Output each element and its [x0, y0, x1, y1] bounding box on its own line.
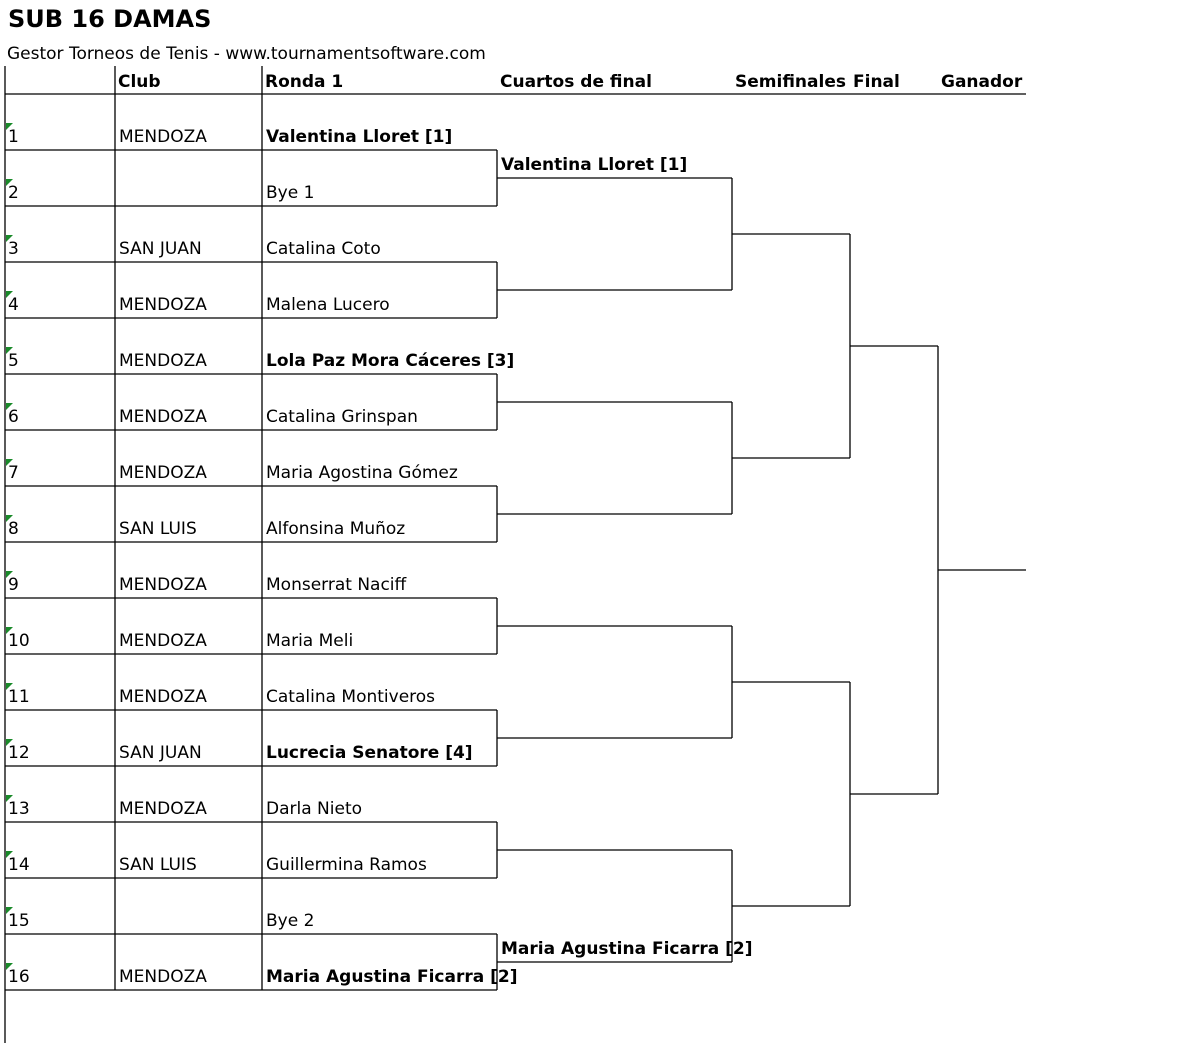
- entry-player: Catalina Coto: [266, 239, 381, 259]
- entry-club: MENDOZA: [119, 463, 207, 483]
- entry-club: MENDOZA: [119, 295, 207, 315]
- cell-marker-icon: [6, 291, 13, 298]
- entry-number: 15: [8, 911, 30, 931]
- entry-number: 16: [8, 967, 30, 987]
- entry-player: Monserrat Naciff: [266, 575, 407, 595]
- cell-marker-icon: [6, 963, 13, 970]
- entry-player: Maria Meli: [266, 631, 354, 651]
- entry-player: Maria Agustina Ficarra [2]: [266, 967, 518, 987]
- header-ronda1: Ronda 1: [265, 72, 344, 92]
- entry-player: Alfonsina Muñoz: [266, 519, 406, 539]
- entry-player: Bye 1: [266, 183, 315, 203]
- cell-marker-icon: [6, 515, 13, 522]
- page-title: SUB 16 DAMAS: [8, 5, 212, 33]
- entry-number: 2: [8, 183, 19, 203]
- cell-marker-icon: [6, 851, 13, 858]
- cell-marker-icon: [6, 403, 13, 410]
- entry-club: SAN JUAN: [119, 239, 202, 259]
- entry-player: Valentina Lloret [1]: [266, 127, 453, 147]
- entry-club: SAN JUAN: [119, 743, 202, 763]
- entry-club: MENDOZA: [119, 351, 207, 371]
- page-subtitle: Gestor Torneos de Tenis - www.tournamentsoftware.com: [7, 44, 486, 64]
- entry-club: MENDOZA: [119, 967, 207, 987]
- entry-player: Darla Nieto: [266, 799, 363, 819]
- cell-marker-icon: [6, 123, 13, 130]
- entry-number: 6: [8, 407, 19, 427]
- entry-player: Catalina Montiveros: [266, 687, 436, 707]
- entry-club: SAN LUIS: [119, 855, 197, 875]
- entry-number: 10: [8, 631, 30, 651]
- quarterfinal-winner: Valentina Lloret [1]: [501, 155, 688, 175]
- header-club: Club: [118, 72, 161, 92]
- entry-player: Malena Lucero: [266, 295, 390, 315]
- entry-player: Guillermina Ramos: [266, 855, 427, 875]
- header-semis: Semifinales: [735, 72, 846, 92]
- cell-marker-icon: [6, 459, 13, 466]
- entry-number: 13: [8, 799, 30, 819]
- entry-number: 14: [8, 855, 30, 875]
- cell-marker-icon: [6, 347, 13, 354]
- entry-club: MENDOZA: [119, 407, 207, 427]
- entry-number: 1: [8, 127, 19, 147]
- entry-club: MENDOZA: [119, 575, 207, 595]
- cell-marker-icon: [6, 683, 13, 690]
- entry-number: 4: [8, 295, 19, 315]
- entry-club: MENDOZA: [119, 687, 207, 707]
- entry-number: 7: [8, 463, 19, 483]
- cell-marker-icon: [6, 179, 13, 186]
- entry-number: 12: [8, 743, 30, 763]
- cell-marker-icon: [6, 907, 13, 914]
- entry-number: 5: [8, 351, 19, 371]
- entry-club: MENDOZA: [119, 127, 207, 147]
- header-ganador: Ganador: [941, 72, 1023, 92]
- header-final: Final: [853, 72, 900, 92]
- entry-player: Maria Agostina Gómez: [266, 463, 458, 483]
- entry-number: 11: [8, 687, 30, 707]
- cell-marker-icon: [6, 235, 13, 242]
- quarterfinal-winner: Maria Agustina Ficarra [2]: [501, 939, 753, 959]
- cell-marker-icon: [6, 739, 13, 746]
- entry-player: Lucrecia Senatore [4]: [266, 743, 473, 763]
- cell-marker-icon: [6, 571, 13, 578]
- entry-player: Bye 2: [266, 911, 315, 931]
- header-cuartos: Cuartos de final: [500, 72, 652, 92]
- entry-player: Catalina Grinspan: [266, 407, 418, 427]
- cell-marker-icon: [6, 795, 13, 802]
- entry-player: Lola Paz Mora Cáceres [3]: [266, 351, 515, 371]
- entry-club: MENDOZA: [119, 631, 207, 651]
- entry-club: MENDOZA: [119, 799, 207, 819]
- entry-number: 9: [8, 575, 19, 595]
- cell-marker-icon: [6, 627, 13, 634]
- entry-number: 8: [8, 519, 19, 539]
- entry-club: SAN LUIS: [119, 519, 197, 539]
- entry-number: 3: [8, 239, 19, 259]
